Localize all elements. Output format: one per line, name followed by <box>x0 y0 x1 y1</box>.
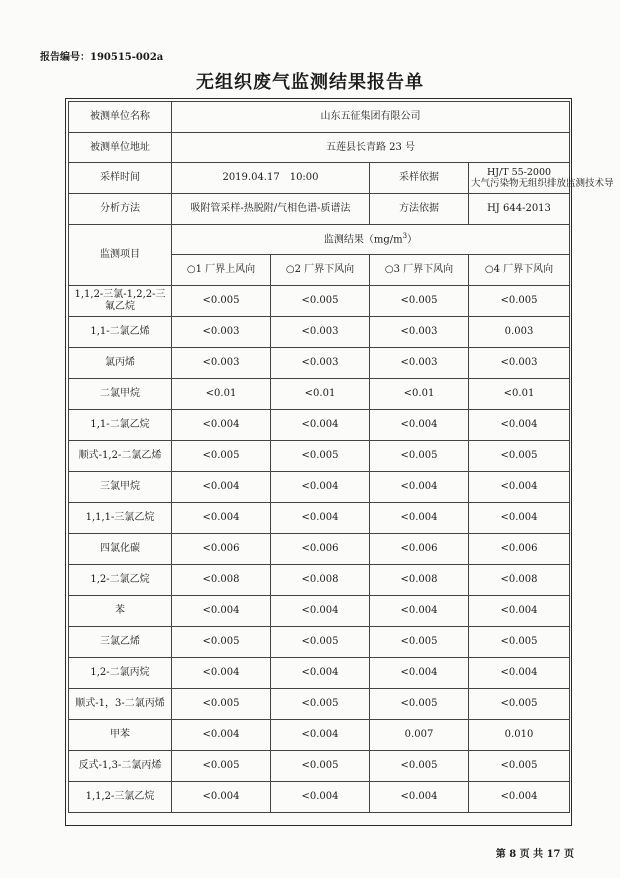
point-header: ○4 厂界下风向 <box>469 255 570 286</box>
result-value: <0.01 <box>172 379 271 410</box>
unit-address-label: 被测单位地址 <box>69 133 172 163</box>
table-row <box>69 658 570 689</box>
table-row <box>69 782 570 813</box>
table-row <box>69 379 570 410</box>
result-value: <0.005 <box>469 441 570 472</box>
result-value: <0.005 <box>271 751 370 782</box>
monitoring-item: 1,2-二氯乙烷 <box>69 565 172 596</box>
table-row <box>69 565 570 596</box>
result-value: <0.005 <box>172 751 271 782</box>
result-value: <0.005 <box>271 689 370 720</box>
monitoring-item: 1,1,1-三氯乙烷 <box>69 503 172 534</box>
monitoring-item: 四氯化碳 <box>69 534 172 565</box>
info-row-analysis <box>69 194 570 225</box>
monitoring-item: 1,2-二氯丙烷 <box>69 658 172 689</box>
table-row <box>69 627 570 658</box>
table-row <box>69 441 570 472</box>
result-value: <0.004 <box>370 782 469 813</box>
monitoring-item: 氯丙烯 <box>69 348 172 379</box>
result-value: <0.004 <box>172 503 271 534</box>
result-value: <0.004 <box>172 410 271 441</box>
table-row <box>69 410 570 441</box>
table-row <box>69 720 570 751</box>
result-value: <0.004 <box>172 782 271 813</box>
result-value: <0.005 <box>469 689 570 720</box>
monitoring-item: 1,1-二氯乙烯 <box>69 317 172 348</box>
result-value: 0.010 <box>469 720 570 751</box>
result-value: <0.003 <box>172 348 271 379</box>
result-value: <0.003 <box>271 348 370 379</box>
result-value: <0.004 <box>370 658 469 689</box>
point-header: ○2 厂界下风向 <box>271 255 370 286</box>
point-header: ○3 厂界下风向 <box>370 255 469 286</box>
result-value: <0.005 <box>370 441 469 472</box>
result-value: <0.008 <box>370 565 469 596</box>
result-value: <0.004 <box>469 596 570 627</box>
result-value: <0.003 <box>271 317 370 348</box>
result-header-suffix: ） <box>407 234 418 246</box>
result-value: <0.004 <box>271 410 370 441</box>
result-value: <0.004 <box>172 720 271 751</box>
result-value: <0.004 <box>370 503 469 534</box>
result-value: <0.01 <box>271 379 370 410</box>
method-basis-label: 方法依据 <box>370 194 469 225</box>
info-row-unit-name <box>69 102 570 133</box>
result-value: <0.005 <box>172 286 271 317</box>
sampling-basis-title: 大气污染物无组织排放监测技术导 <box>471 178 614 189</box>
result-value: <0.004 <box>370 410 469 441</box>
table-row <box>69 534 570 565</box>
table-row <box>69 751 570 782</box>
table-row <box>69 596 570 627</box>
monitoring-item: 顺式-1,2-二氯乙烯 <box>69 441 172 472</box>
report-table <box>68 101 614 813</box>
result-value: <0.005 <box>469 286 570 317</box>
result-value: <0.004 <box>271 503 370 534</box>
result-value: <0.005 <box>271 441 370 472</box>
sampling-basis-standard: HJ/T 55-2000 <box>486 166 552 178</box>
result-value: <0.004 <box>469 658 570 689</box>
table-row <box>69 286 570 317</box>
result-value: <0.003 <box>172 317 271 348</box>
results-header-row <box>69 225 570 255</box>
result-value: <0.005 <box>271 627 370 658</box>
result-value: 0.007 <box>370 720 469 751</box>
document-title: 无组织废气监测结果报告单 <box>196 72 424 93</box>
result-value: <0.005 <box>172 627 271 658</box>
result-value: <0.008 <box>172 565 271 596</box>
unit-name-value: 山东五征集团有限公司 <box>172 102 570 133</box>
analysis-method-label: 分析方法 <box>69 194 172 225</box>
monitoring-item: 反式-1,3-二氯丙烯 <box>69 751 172 782</box>
result-value: <0.005 <box>370 286 469 317</box>
table-row <box>69 689 570 720</box>
result-value: <0.003 <box>370 348 469 379</box>
result-value: <0.004 <box>271 596 370 627</box>
monitoring-item: 甲苯 <box>69 720 172 751</box>
sampling-basis-label: 采样依据 <box>370 163 469 194</box>
monitoring-item-header: 监测项目 <box>69 225 172 286</box>
result-value: <0.004 <box>370 472 469 503</box>
result-value: <0.004 <box>271 782 370 813</box>
result-value: <0.004 <box>172 596 271 627</box>
point-header: ○1 厂界上风向 <box>172 255 271 286</box>
result-value: <0.005 <box>469 751 570 782</box>
info-row-unit-address <box>69 133 570 163</box>
monitoring-item: 苯 <box>69 596 172 627</box>
result-value: <0.005 <box>271 286 370 317</box>
result-value: <0.004 <box>370 596 469 627</box>
result-value: <0.005 <box>172 441 271 472</box>
monitoring-item: 1,1-二氯乙烷 <box>69 410 172 441</box>
result-value: <0.004 <box>469 410 570 441</box>
monitoring-item: 1,1,2-三氯乙烷 <box>69 782 172 813</box>
sampling-time-label: 采样时间 <box>69 163 172 194</box>
report-number: 报告编号：190515-002a <box>40 52 164 63</box>
result-value: <0.005 <box>370 689 469 720</box>
result-value: <0.004 <box>469 472 570 503</box>
monitoring-item: 顺式-1，3-二氯丙烯 <box>69 689 172 720</box>
result-value: <0.005 <box>370 751 469 782</box>
result-value: <0.004 <box>172 472 271 503</box>
table-row <box>69 348 570 379</box>
result-value: <0.005 <box>469 627 570 658</box>
result-value: <0.01 <box>370 379 469 410</box>
result-value: <0.004 <box>172 658 271 689</box>
result-value: <0.006 <box>370 534 469 565</box>
monitoring-result-header <box>172 225 570 255</box>
result-value: <0.006 <box>172 534 271 565</box>
table-row <box>69 317 570 348</box>
method-basis-value: HJ 644-2013 <box>469 194 570 225</box>
result-value: <0.003 <box>469 348 570 379</box>
monitoring-item: 二氯甲烷 <box>69 379 172 410</box>
result-value: <0.004 <box>469 503 570 534</box>
result-value: <0.004 <box>469 782 570 813</box>
result-value: <0.005 <box>370 627 469 658</box>
unit-name-label: 被测单位名称 <box>69 102 172 133</box>
monitoring-item: 三氯甲烷 <box>69 472 172 503</box>
result-value: <0.01 <box>469 379 570 410</box>
result-value: <0.004 <box>271 658 370 689</box>
result-value: <0.008 <box>271 565 370 596</box>
result-value: <0.008 <box>469 565 570 596</box>
result-header-prefix: 监测结果（mg/m <box>323 234 403 246</box>
sampling-time-value: 2019.04.17 10:00 <box>172 163 370 194</box>
analysis-method-value: 吸附管采样-热脱附/气相色谱-质谱法 <box>172 194 370 225</box>
monitoring-item: 1,1,2-三氯-1,2,2-三氟乙烷 <box>69 286 172 317</box>
page-number: 第 8 页 共 17 页 <box>495 849 574 860</box>
monitoring-item: 三氯乙烯 <box>69 627 172 658</box>
result-value: 0.003 <box>469 317 570 348</box>
result-value: <0.006 <box>469 534 570 565</box>
result-header-sup: 3 <box>402 232 408 241</box>
table-row <box>69 472 570 503</box>
result-value: <0.006 <box>271 534 370 565</box>
unit-address-value: 五莲县长青路 23 号 <box>172 133 570 163</box>
table-row <box>69 503 570 534</box>
result-value: <0.003 <box>370 317 469 348</box>
info-row-sampling <box>69 163 570 194</box>
result-value: <0.004 <box>271 472 370 503</box>
sampling-basis-value <box>469 163 614 194</box>
result-value: <0.005 <box>172 689 271 720</box>
result-value: <0.004 <box>271 720 370 751</box>
